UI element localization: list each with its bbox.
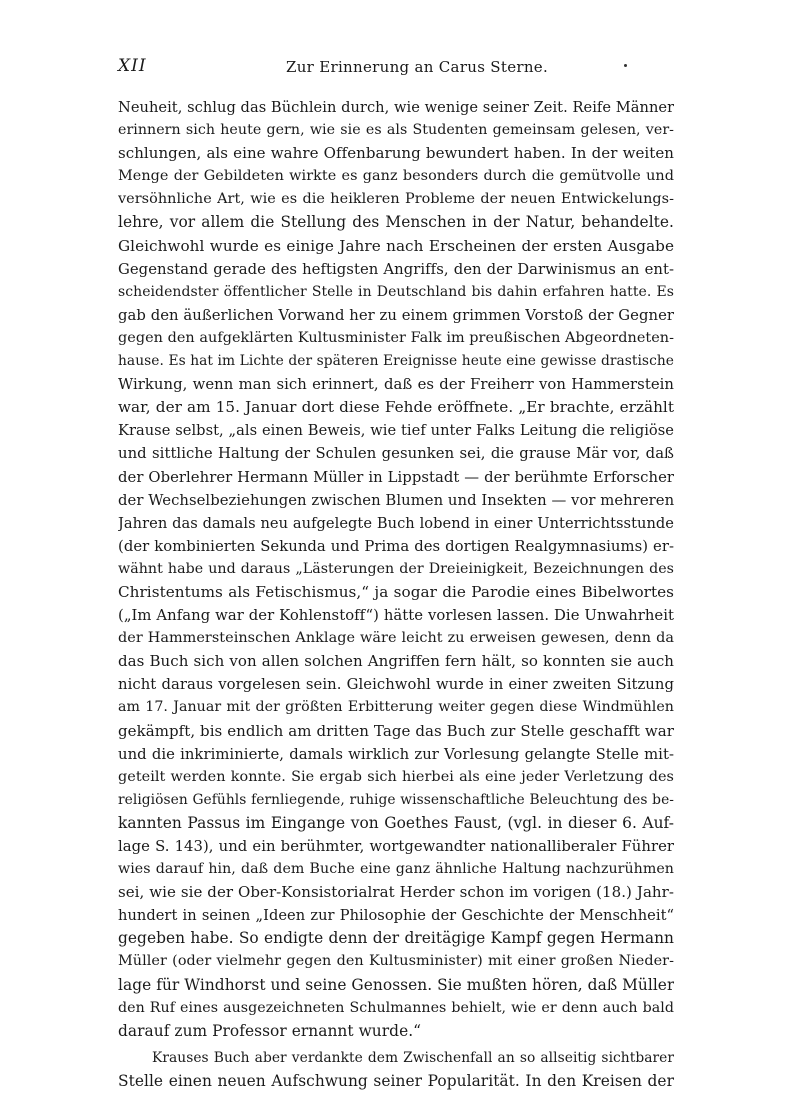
text-line: am 17. Januar mit der größten Erbitterung weiter gegen diese Windmühlen <box>118 699 674 716</box>
text-line: gegen den aufgeklärten Kultusminister Falk im preußischen Abgeordneten- <box>118 329 674 346</box>
text-line: versöhnliche Art, wie es die heikleren Probleme der neuen Entwickelungs- <box>118 191 674 208</box>
text-line: erinnern sich heute gern, wie sie es als Studenten gemeinsam gelesen, ver- <box>118 122 674 139</box>
text-line: wähnt habe und daraus „Lästerungen der Dreieinigkeit, Bezeichnungen des <box>118 560 674 577</box>
text-line: gegeben habe. So endigte denn der dreitägige Kampf gegen Hermann <box>118 929 674 948</box>
text-line: Stelle einen neuen Aufschwung seiner Popularität. In den Kreisen der <box>118 1071 674 1090</box>
text-line: („Im Anfang war der Kohlenstoff“) hätte vorlesen lassen. Die Unwahrheit <box>118 607 674 625</box>
running-head: Zur Erinnerung an Carus Sterne. <box>286 58 549 76</box>
text-line: darauf zum Professor ernannt wurde.“ <box>118 1021 422 1040</box>
text-line: Krauses Buch aber verdankte dem Zwischenfall an so allseitig sichtbarer <box>152 1049 674 1066</box>
text-line: und die inkriminierte, damals wirklich zur Vorlesung gelangte Stelle mit- <box>118 745 674 763</box>
text-line: schlungen, als eine wahre Offenbarung bewundert haben. In der weiten <box>118 144 674 163</box>
text-line: Jahren das damals neu aufgelegte Buch lobend in einer Unterrichtsstunde <box>118 514 674 532</box>
text-line: lehre, vor allem die Stellung des Menschen in der Natur, behandelte. <box>118 213 674 232</box>
text-line: Neuheit, schlug das Büchlein durch, wie wenige seiner Zeit. Reife Männer <box>118 99 674 116</box>
text-line: scheidendster öffentlicher Stelle in Deutschland bis dahin erfahren hatte. Es <box>118 283 674 300</box>
text-line: Menge der Gebildeten wirkte es ganz besonders durch die gemütvolle und <box>118 168 674 185</box>
print-speck <box>624 64 627 67</box>
text-line: den Ruf eines ausgezeichneten Schulmannes behielt, wie er denn auch bald <box>118 999 674 1016</box>
text-line: gab den äußerlichen Vorwand her zu einem grimmen Vorstoß der Gegner <box>118 306 674 324</box>
text-line: Christentums als Fetischismus,“ ja sogar die Parodie eines Bibelwortes <box>118 582 674 601</box>
paragraph <box>118 1047 674 1093</box>
text-line: hause. Es hat im Lichte der späteren Ereignisse heute eine gewisse drastische <box>118 353 674 370</box>
text-line: sei, wie sie der Ober-Konsistorialrat Herder schon im vorigen (18.) Jahr- <box>118 883 674 902</box>
text-line: religiösen Gefühls fernliegende, ruhige wissenschaftliche Beleuchtung des be- <box>118 791 674 808</box>
body-text <box>118 96 674 1093</box>
text-line: lage S. 143), und ein berühmter, wortgewandter nationalliberaler Führer <box>118 838 674 855</box>
text-line: (der kombinierten Sekunda und Prima des dortigen Realgymnasiums) er- <box>118 537 674 555</box>
text-line: geteilt werden konnte. Sie ergab sich hierbei als eine jeder Verletzung des <box>118 768 674 785</box>
text-line: hundert in seinen „Ideen zur Philosophie der Geschichte der Menschheit“ <box>118 907 674 925</box>
paragraph <box>118 96 674 1043</box>
text-line: war, der am 15. Januar dort diese Fehde eröffnete. „Er brachte, erzählt <box>118 398 674 417</box>
text-line: der Wechselbeziehungen zwischen Blumen und Insekten — vor mehreren <box>118 491 674 509</box>
text-line: Wirkung, wenn man sich erinnert, daß es der Freiherr von Hammerstein <box>118 376 674 394</box>
text-line: der Hammersteinschen Anklage wäre leicht zu erweisen gewesen, denn da <box>118 630 674 647</box>
text-line: Gleichwohl wurde es einige Jahre nach Erscheinen der ersten Ausgabe <box>118 236 674 255</box>
text-line: das Buch sich von allen solchen Angriffen fern hält, so konnten sie auch <box>118 652 674 671</box>
text-line: und sittliche Haltung der Schulen gesunken sei, die grause Mär vor, daß <box>118 445 674 463</box>
page-header <box>118 52 678 82</box>
text-line: Müller (oder vielmehr gegen den Kultusminister) mit einer großen Nieder- <box>118 953 674 970</box>
text-line: nicht daraus vorgelesen sein. Gleichwohl wurde in einer zweiten Sitzung <box>118 676 674 694</box>
text-line: Gegenstand gerade des heftigsten Angriffs, den der Darwinismus an ent- <box>118 260 674 278</box>
text-line: wies darauf hin, daß dem Buche eine ganz ähnliche Haltung nachzurühmen <box>118 861 674 878</box>
text-line: kannten Passus im Eingange von Goethes Faust, (vgl. in dieser 6. Auf- <box>118 813 674 832</box>
text-line: Krause selbst, „als einen Beweis, wie tief unter Falks Leitung die religiöse <box>118 422 674 440</box>
page-number: XII <box>118 56 147 76</box>
text-line: lage für Windhorst und seine Genossen. Sie mußten hören, daß Müller <box>118 975 674 994</box>
text-line: gekämpft, bis endlich am dritten Tage das Buch zur Stelle geschafft war <box>118 721 674 740</box>
text-line: der Oberlehrer Hermann Müller in Lippstadt — der berühmte Erforscher <box>118 468 674 486</box>
